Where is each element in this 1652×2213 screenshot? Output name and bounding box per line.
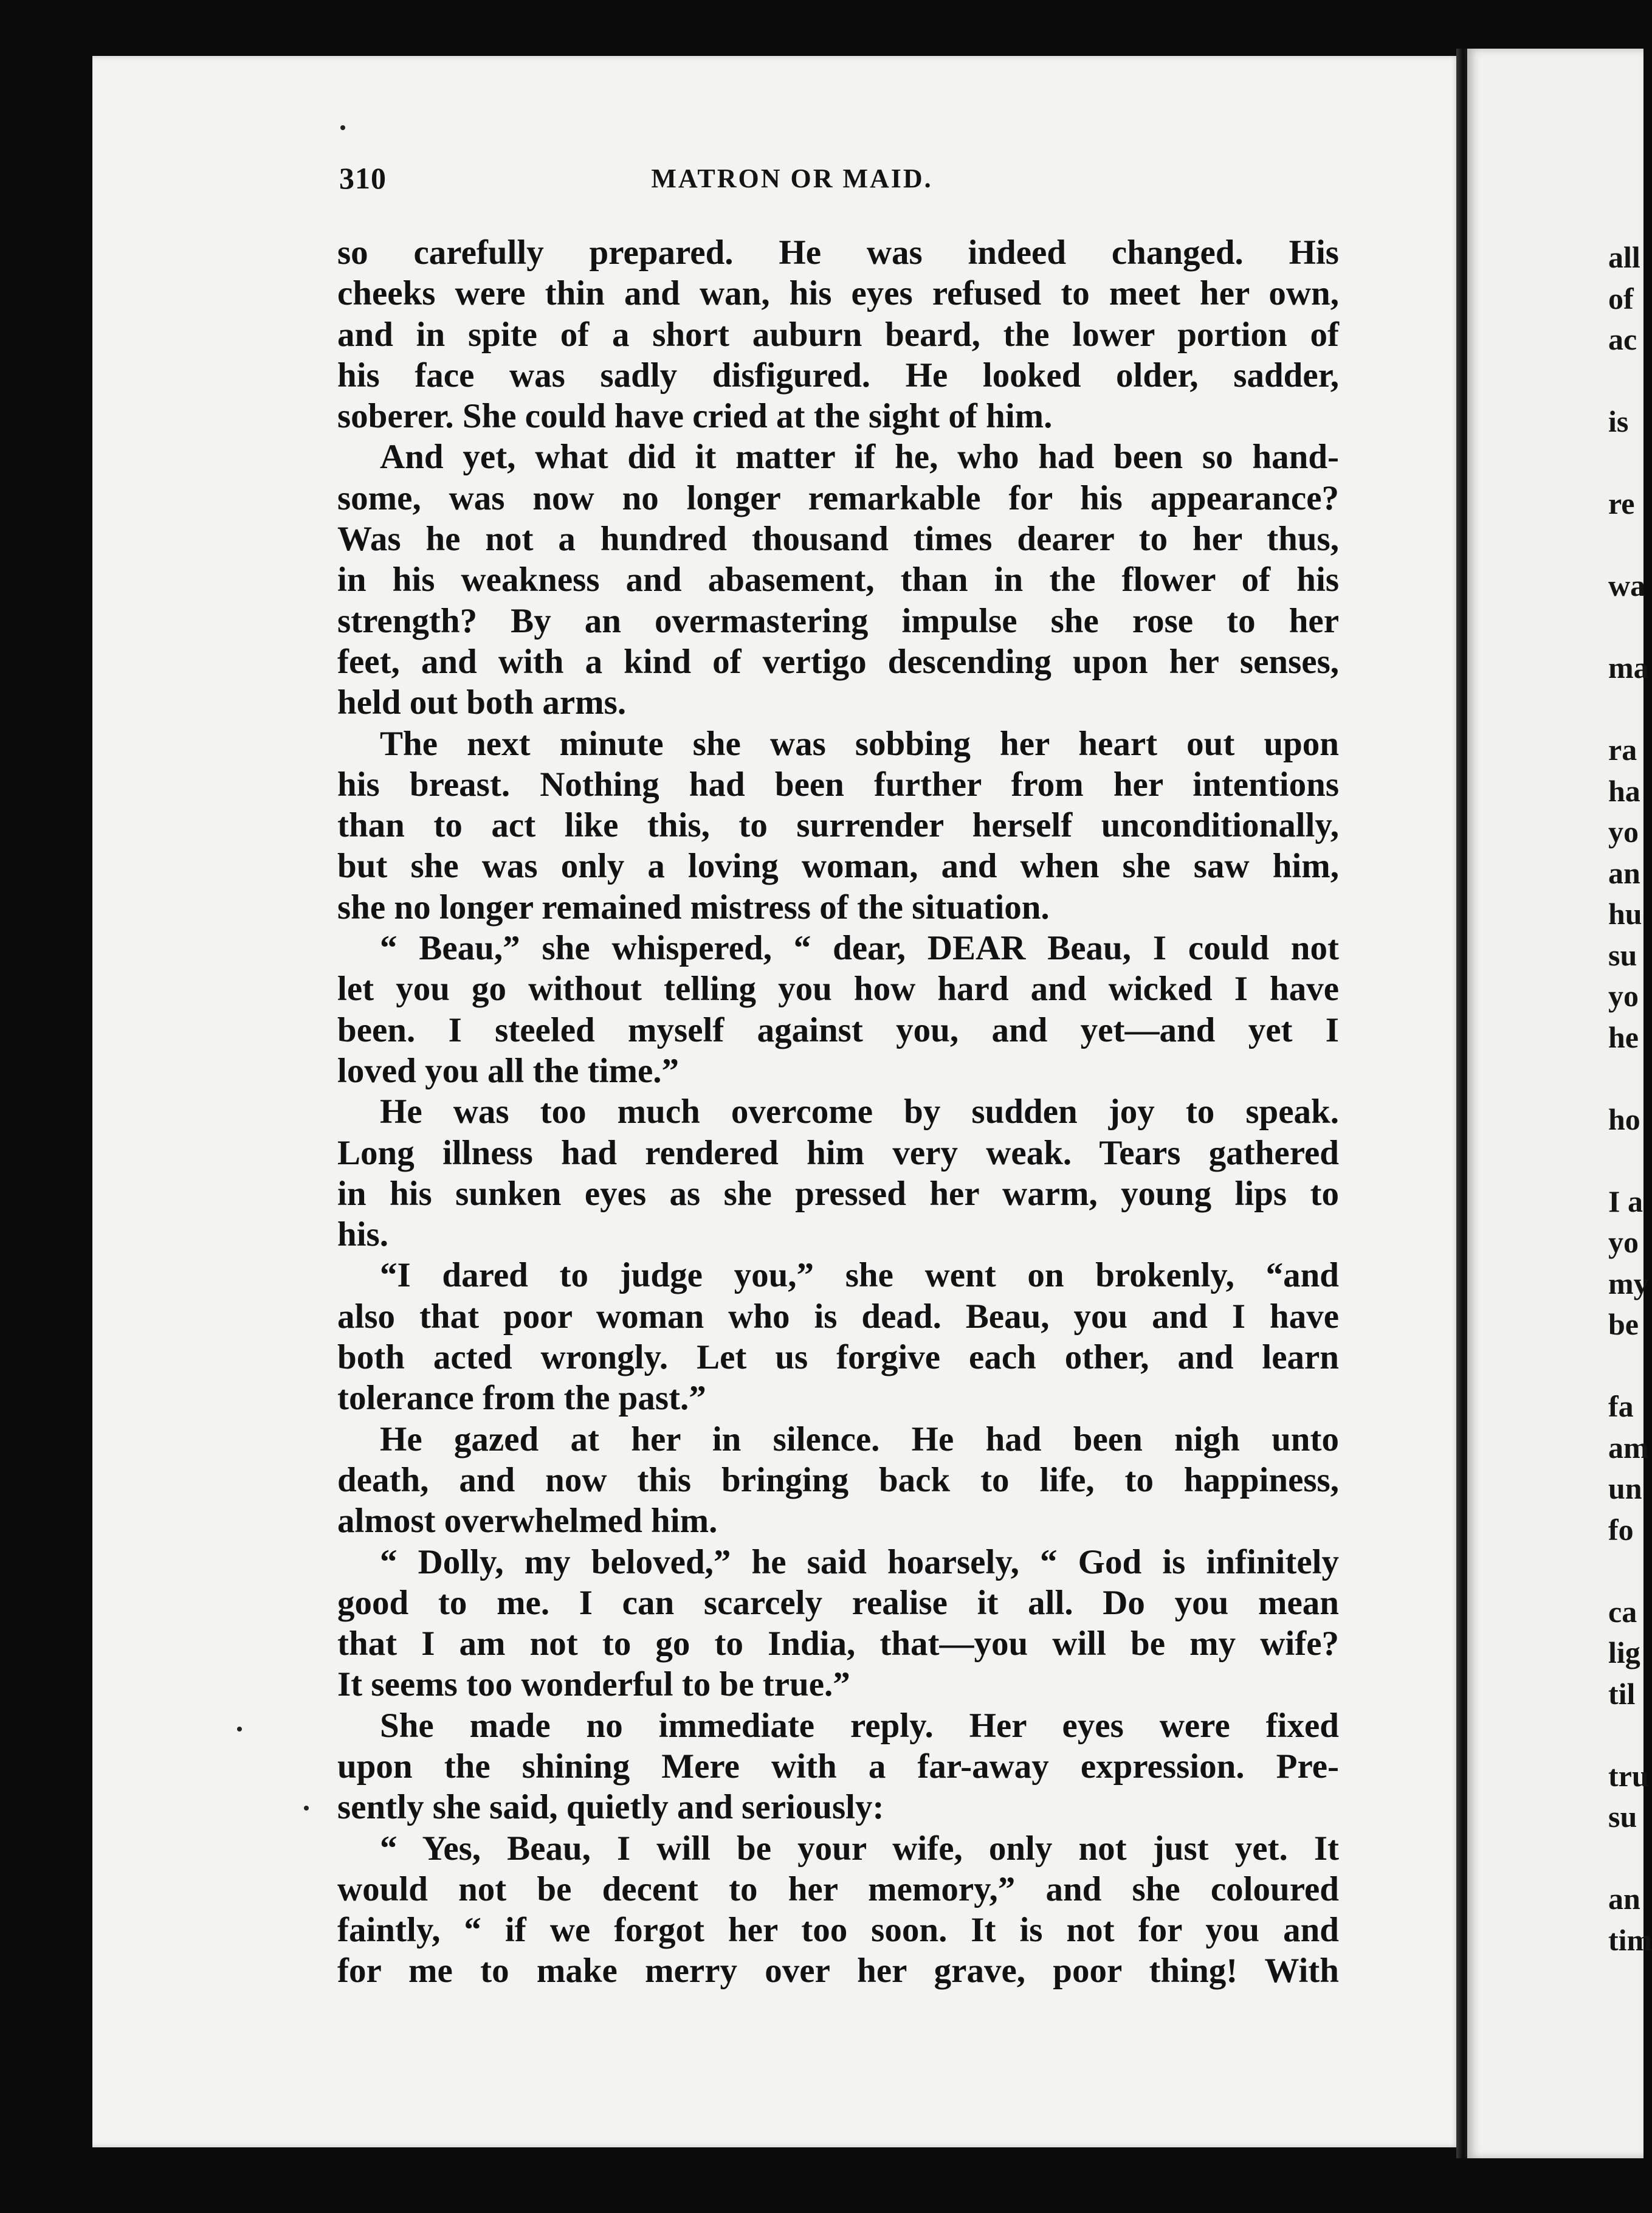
text-line: so carefully prepared. He was indeed changed. His (337, 233, 1339, 272)
facing-page-fragment (1608, 525, 1652, 566)
facing-page-fragment (1608, 1714, 1652, 1756)
text-line: And yet, what did it matter if he, who had been so hand- (380, 438, 1339, 477)
facing-page-fragment: am (1608, 1430, 1649, 1465)
facing-page-fragment: I a (1608, 1184, 1643, 1218)
facing-page-fragment: yo (1608, 1225, 1639, 1259)
text-line: He was too much overcome by sudden joy to speak. (380, 1093, 1339, 1131)
text-line: feet, and with a kind of vertigo descending upon her senses, (337, 642, 1339, 681)
facing-page-fragment: yo (1608, 979, 1639, 1013)
facing-page-fragment: wa (1608, 568, 1646, 602)
text-line: Was he not a hundred thousand times dearer to her thus, (337, 520, 1339, 559)
facing-page-fragment: of (1608, 281, 1634, 316)
text-line: “I dared to judge you,” she went on brokenly, “and (380, 1256, 1339, 1295)
text-line: some, was now no longer remarkable for his appearance? (337, 478, 1339, 517)
facing-page-fragment (1608, 1838, 1652, 1879)
facing-page-text (1608, 237, 1652, 1961)
text-line: been. I steeled myself against you, and yet—and yet I (337, 1010, 1339, 1049)
scan-speck (237, 1727, 242, 1731)
facing-page-fragment: til (1608, 1676, 1636, 1711)
text-line: almost overwhelmed him. (337, 1502, 718, 1541)
facing-page-fragment: fa (1608, 1389, 1634, 1423)
facing-page-fragment: ma (1608, 651, 1649, 685)
text-line: both acted wrongly. Let us forgive each other, and learn (337, 1338, 1339, 1377)
text-line: she no longer remained mistress of the situation. (337, 888, 1050, 927)
facing-page-fragment (1608, 361, 1652, 402)
facing-page-fragment: ha (1608, 773, 1640, 808)
facing-page-fragment: un (1608, 1471, 1642, 1505)
text-line: but she was only a loving woman, and when she saw him, (337, 847, 1339, 886)
text-line: his. (337, 1215, 388, 1254)
facing-page-fragment (1608, 1140, 1652, 1181)
text-line: faintly, “ if we forgot her too soon. It is not for you and (337, 1911, 1339, 1950)
text-line: “ Dolly, my beloved,” he said hoarsely, “ God is infinitely (380, 1542, 1339, 1581)
facing-page-fragment: su (1608, 1800, 1637, 1834)
facing-page-fragment: hu (1608, 897, 1642, 931)
text-line: good to me. I can scarcely realise it all. Do you mean (337, 1583, 1339, 1622)
body-text (337, 232, 1339, 1992)
text-line: He gazed at her in silence. He had been nigh unto (380, 1420, 1339, 1459)
text-line: would not be decent to her memory,” and she coloured (337, 1869, 1339, 1908)
facing-page-fragment: be (1608, 1307, 1639, 1341)
facing-page-fragment: ac (1608, 322, 1637, 356)
facing-page-fragment: tru (1608, 1758, 1649, 1793)
facing-page-fragment: an (1608, 855, 1640, 890)
running-head (248, 161, 1336, 203)
facing-page-fragment: ra (1608, 733, 1637, 767)
facing-page-fragment (1608, 1550, 1652, 1592)
text-line: held out both arms. (337, 683, 627, 722)
text-line: for me to make merry over her grave, poor thing! With (337, 1952, 1339, 1990)
facing-page-fragment: he (1608, 1020, 1639, 1054)
facing-page-fragment: re (1608, 486, 1635, 520)
text-line: cheeks were thin and wan, his eyes refused to meet her own, (337, 274, 1339, 313)
text-line: “ Yes, Beau, I will be your wife, only not just yet. It (380, 1829, 1339, 1868)
facing-page-fragment: yo (1608, 815, 1639, 849)
facing-page-fragment: is (1608, 404, 1629, 438)
book-spine (1456, 49, 1467, 2158)
facing-page-fragment: su (1608, 937, 1637, 972)
text-line: The next minute she was sobbing her heart out upon (380, 724, 1339, 763)
facing-page (1467, 49, 1652, 2158)
text-line: also that poor woman who is dead. Beau, you and I have (337, 1297, 1339, 1336)
page-number: 310 (339, 161, 387, 195)
facing-page-fragment (1608, 689, 1652, 730)
text-line: soberer. She could have cried at the sight of him. (337, 397, 1053, 436)
text-line: his face was sadly disfigured. He looked older, sadder, (337, 356, 1339, 395)
text-line: It seems too wonderful to be true.” (337, 1665, 850, 1704)
facing-page-fragment: an (1608, 1882, 1640, 1916)
text-line: “ Beau,” she whispered, “ dear, DEAR Beau, I could not (380, 929, 1339, 968)
text-line: loved you all the time.” (337, 1051, 680, 1090)
text-line: strength? By an overmastering impulse she rose to her (337, 601, 1339, 640)
text-line: Long illness had rendered him very weak. Tears gathered (337, 1133, 1339, 1172)
text-line: She made no immediate reply. Her eyes were fixed (380, 1706, 1339, 1745)
facing-page-fragment: ho (1608, 1102, 1640, 1136)
text-line: that I am not to go to India, that—you will be my wife? (337, 1624, 1339, 1663)
text-line: tolerance from the past.” (337, 1379, 706, 1418)
facing-page-fragment (1608, 443, 1652, 484)
facing-page-fragment: lig (1608, 1635, 1640, 1669)
text-line: sently she said, quietly and seriously: (337, 1788, 884, 1827)
facing-page-fragment: tim (1608, 1922, 1652, 1957)
text-line: death, and now this bringing back to life, to happiness, (337, 1460, 1339, 1499)
facing-page-fragment: all (1608, 240, 1640, 274)
running-title: MATRON OR MAID. (651, 164, 933, 193)
facing-page-fragment (1608, 1345, 1652, 1387)
facing-page-fragment (1608, 607, 1652, 648)
facing-page-fragment: fo (1608, 1512, 1634, 1547)
facing-page-fragment: my (1608, 1266, 1649, 1300)
facing-page-fragment: ca (1608, 1594, 1637, 1629)
text-line: and in spite of a short auburn beard, the lower portion of (337, 315, 1339, 354)
text-line: his breast. Nothing had been further from her intentions (337, 765, 1339, 804)
text-line: in his weakness and abasement, than in the flower of his (337, 561, 1339, 599)
text-line: upon the shining Mere with a far-away expression. Pre- (337, 1747, 1339, 1786)
facing-page-fragment (1608, 1058, 1652, 1099)
scan-speck (340, 125, 345, 130)
scan-speck (304, 1806, 309, 1811)
text-line: in his sunken eyes as she pressed her warm, young lips to (337, 1174, 1339, 1213)
text-line: let you go without telling you how hard and wicked I have (337, 970, 1339, 1009)
text-line: than to act like this, to surrender herself unconditionally, (337, 806, 1339, 845)
